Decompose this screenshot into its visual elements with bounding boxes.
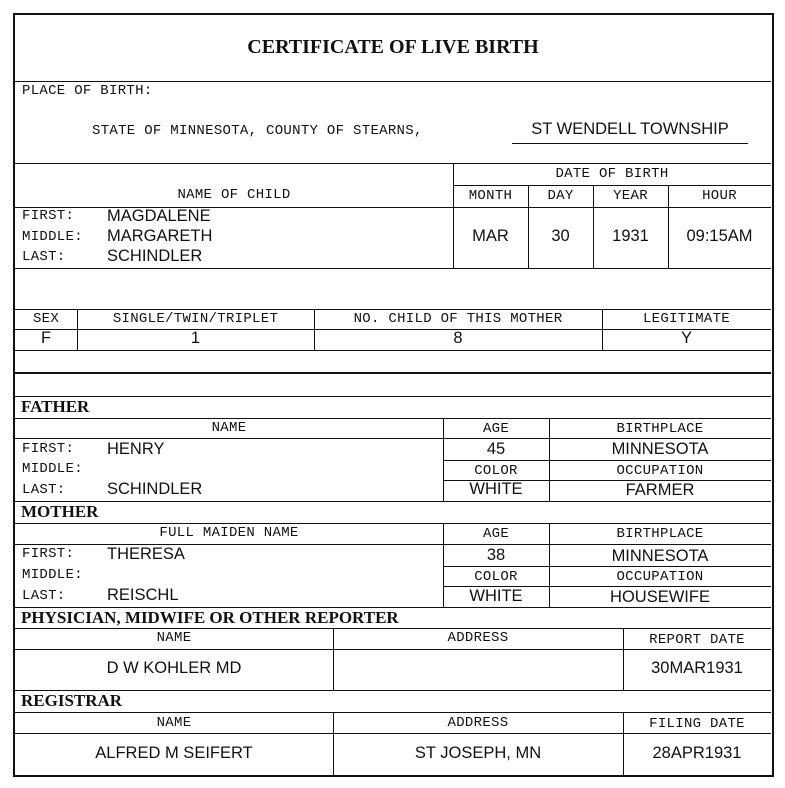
legitimate-label: LEGITIMATE xyxy=(642,311,730,327)
mother-age: 38 xyxy=(486,546,506,564)
child-last-label: LAST: xyxy=(22,249,66,265)
father-middle-label: MIDDLE: xyxy=(22,461,83,477)
name-of-child-header: NAME OF CHILD xyxy=(177,187,291,203)
rule xyxy=(15,396,771,397)
year-label: YEAR xyxy=(613,188,648,204)
father-birthplace: MINNESOTA xyxy=(611,440,709,458)
child-first-name: MAGDALENE xyxy=(107,207,211,225)
hour-label: HOUR xyxy=(702,188,737,204)
rule xyxy=(15,372,771,374)
legitimate-value: Y xyxy=(680,329,692,347)
reporter-name: D W KOHLER MD xyxy=(106,659,242,677)
birth-hour: 09:15AM xyxy=(686,227,753,245)
rule xyxy=(15,712,771,713)
reporter-address-label: ADDRESS xyxy=(447,630,509,646)
filing-date: 28APR1931 xyxy=(652,744,742,762)
mother-age-label: AGE xyxy=(482,526,510,542)
reporter-section-title: PHYSICIAN, MIDWIFE OR OTHER REPORTER xyxy=(21,608,399,627)
day-label: DAY xyxy=(547,188,574,204)
rule xyxy=(15,690,771,691)
child-first-label: FIRST: xyxy=(22,208,75,224)
township-underline xyxy=(512,143,748,144)
rule xyxy=(15,438,771,439)
plurality-label: SINGLE/TWIN/TRIPLET xyxy=(112,311,279,327)
mother-name-header: FULL MAIDEN NAME xyxy=(159,525,299,541)
mother-first-label: FIRST: xyxy=(22,546,75,562)
child-number-label: NO. CHILD OF THIS MOTHER xyxy=(353,311,563,327)
rule xyxy=(15,418,771,419)
mother-section-title: MOTHER xyxy=(21,502,99,521)
father-first-label: FIRST: xyxy=(22,441,75,457)
father-last-name: SCHINDLER xyxy=(107,480,203,498)
date-of-birth-header: DATE OF BIRTH xyxy=(555,166,669,182)
place-of-birth-label: PLACE OF BIRTH: xyxy=(22,83,153,99)
father-color-label: COLOR xyxy=(474,463,518,479)
rule xyxy=(443,460,771,461)
mother-color-label: COLOR xyxy=(474,569,518,585)
township-value: ST WENDELL TOWNSHIP xyxy=(531,120,729,138)
mother-birthplace: MINNESOTA xyxy=(611,547,709,565)
rule xyxy=(15,81,771,82)
rule xyxy=(15,649,771,650)
mother-birthplace-label: BIRTHPLACE xyxy=(616,526,704,542)
father-section-title: FATHER xyxy=(21,397,90,416)
rule xyxy=(15,268,771,269)
mother-occupation: HOUSEWIFE xyxy=(610,588,710,606)
child-last-name: SCHINDLER xyxy=(107,247,203,265)
registrar-name: ALFRED M SEIFERT xyxy=(95,744,253,762)
father-age: 45 xyxy=(486,440,506,458)
rule xyxy=(15,163,771,164)
registrar-section-title: REGISTRAR xyxy=(21,691,123,710)
rule xyxy=(15,628,771,629)
report-date-label: REPORT DATE xyxy=(649,632,745,648)
filing-date-label: FILING DATE xyxy=(649,716,745,732)
rule xyxy=(453,185,771,186)
mother-first-name: THERESA xyxy=(107,545,185,563)
father-occupation: FARMER xyxy=(625,481,695,499)
registrar-address: ST JOSEPH, MN xyxy=(414,744,542,762)
child-middle-name: MARGARETH xyxy=(107,227,213,245)
father-first-name: HENRY xyxy=(107,440,165,458)
rule xyxy=(15,309,771,310)
father-age-label: AGE xyxy=(482,421,510,437)
rule xyxy=(15,523,771,524)
father-color: WHITE xyxy=(469,480,523,498)
reporter-name-label: NAME xyxy=(156,630,192,646)
birth-month: MAR xyxy=(472,227,509,245)
rule xyxy=(15,350,771,351)
registrar-name-label: NAME xyxy=(156,715,192,731)
month-label: MONTH xyxy=(468,188,513,204)
certificate-title: CERTIFICATE OF LIVE BIRTH xyxy=(247,36,539,58)
child-middle-label: MIDDLE: xyxy=(22,229,83,245)
rule xyxy=(15,501,771,502)
sex-label: SEX xyxy=(32,311,60,327)
mother-middle-label: MIDDLE: xyxy=(22,567,83,583)
mother-occupation-label: OCCUPATION xyxy=(616,569,704,585)
report-date: 30MAR1931 xyxy=(651,659,743,677)
child-number-value: 8 xyxy=(453,329,463,347)
rule xyxy=(15,733,771,734)
birth-year: 1931 xyxy=(612,227,649,245)
mother-last-name: REISCHL xyxy=(107,586,179,604)
registrar-address-label: ADDRESS xyxy=(447,715,509,731)
rule xyxy=(443,566,771,567)
plurality-value: 1 xyxy=(190,329,201,347)
father-occupation-label: OCCUPATION xyxy=(616,463,704,479)
birth-day: 30 xyxy=(551,227,570,245)
state-county-text: STATE OF MINNESOTA, COUNTY OF STEARNS, xyxy=(92,123,423,139)
mother-color: WHITE xyxy=(469,587,523,605)
father-last-label: LAST: xyxy=(22,482,66,498)
father-birthplace-label: BIRTHPLACE xyxy=(616,421,704,437)
mother-last-label: LAST: xyxy=(22,588,66,604)
father-name-header: NAME xyxy=(211,420,247,436)
sex-value: F xyxy=(40,329,52,347)
